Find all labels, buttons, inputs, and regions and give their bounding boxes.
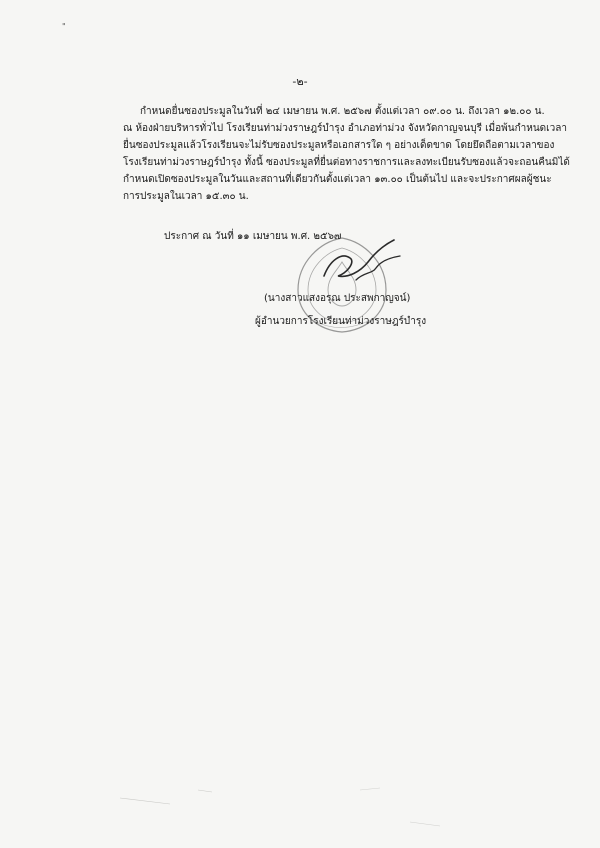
paragraph-line: ณ ห้องฝ่ายบริหารทั่วไป โรงเรียนท่าม่วงราษฎร์บำรุง อำเภอท่าม่วง จังหวัดกาญจนบุรี เมื่อพ้นกำหนดเวลา (123, 123, 567, 134)
page-number: -๒- (292, 75, 308, 88)
handwritten-signature-icon (316, 232, 406, 292)
paragraph-line: ยื่นซองประมูลแล้วโรงเรียนจะไม่รับซองประมูลหรือเอกสารใด ๆ อย่างเด็ดขาด โดยยึดถือตามเวลาของ (123, 140, 555, 151)
paragraph-line: การประมูลในเวลา ๑๕.๓๐ น. (123, 191, 249, 202)
signer-name: (นางสาวแสงอรุณ ประสพกาญจน์) (264, 293, 411, 304)
signer-title: ผู้อำนวยการโรงเรียนท่าม่วงราษฎร์บำรุง (255, 316, 427, 327)
corner-mark: " (62, 22, 66, 31)
paragraph-line: กำหนดเปิดซองประมูลในวันและสถานที่เดียวกันตั้งแต่เวลา ๑๓.๐๐ เป็นต้นไป และจะประกาศผลผู้ชนะ (123, 174, 552, 185)
paragraph-line: โรงเรียนท่าม่วงราษฎร์บำรุง ทั้งนี้ ซองประมูลที่ยื่นต่อทางราชการและลงทะเบียนรับซองแล้วจะถอนคืนมิได้ (123, 157, 570, 168)
body-paragraph (123, 103, 595, 205)
announcement-date: ประกาศ ณ วันที่ ๑๑ เมษายน พ.ศ. ๒๕๖๗ (164, 231, 342, 242)
paragraph-line: กำหนดยื่นซองประมูลในวันที่ ๒๔ เมษายน พ.ศ. ๒๕๖๗ ตั้งแต่เวลา ๐๙.๐๐ น. ถึงเวลา ๑๒.๐๐ น. (140, 106, 545, 117)
